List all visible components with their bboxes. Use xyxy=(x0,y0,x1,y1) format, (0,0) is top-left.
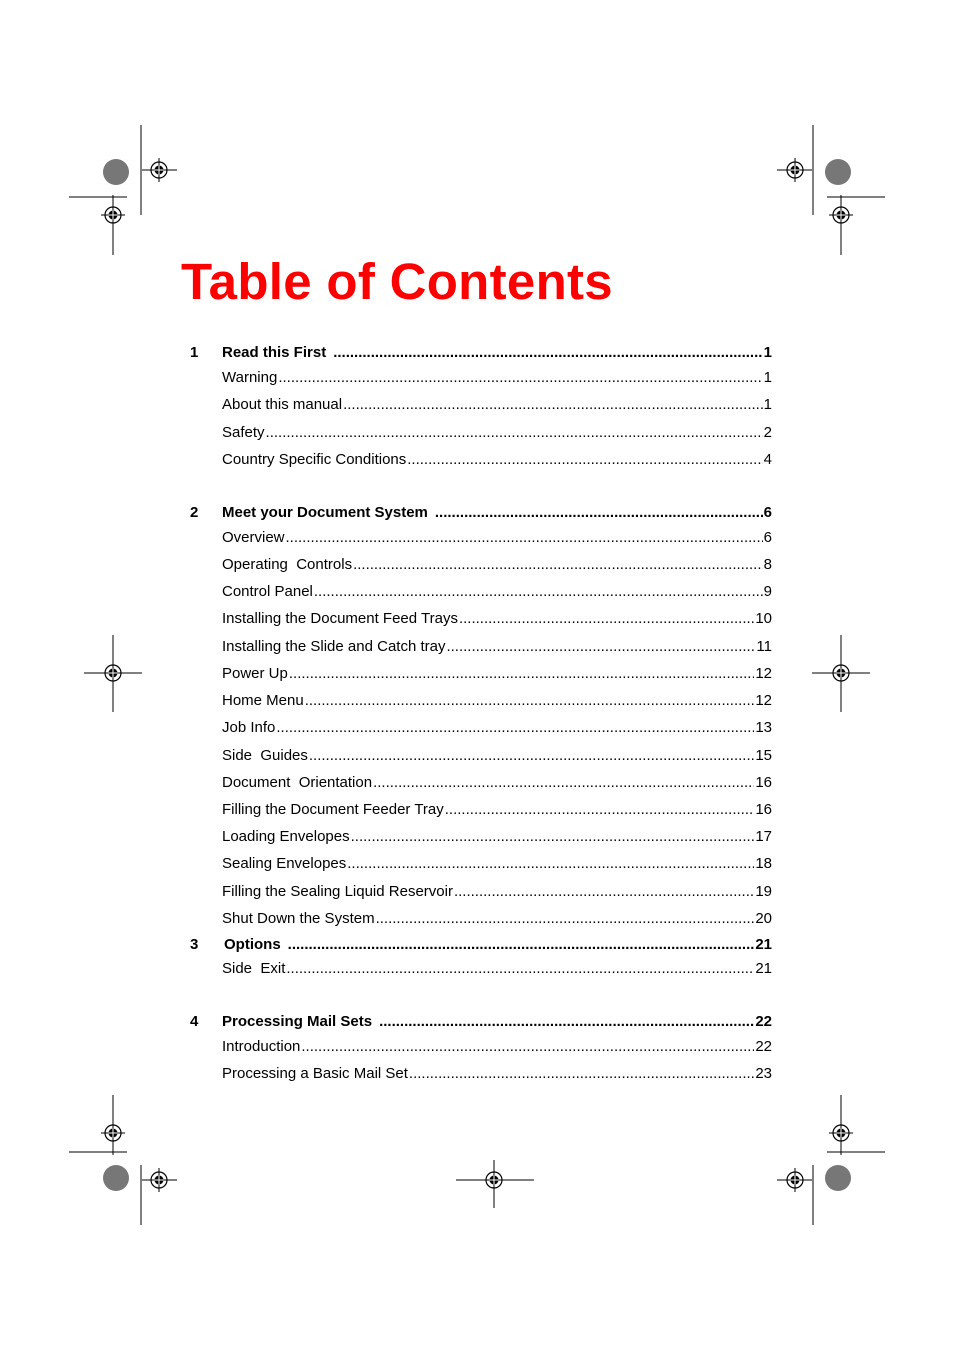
chapter-number: 3 xyxy=(190,936,199,953)
entry-title: Control Panel xyxy=(222,583,313,600)
crosshair-target-icon xyxy=(147,1168,171,1192)
crosshair-target-icon xyxy=(783,1168,807,1192)
gray-disc-icon xyxy=(103,1165,129,1191)
gray-disc-icon xyxy=(103,159,129,185)
entry-title: Filling the Sealing Liquid Reservoir xyxy=(222,883,453,900)
entry-title: Loading Envelopes xyxy=(222,828,350,845)
page-number: 17 xyxy=(755,828,772,845)
entry-title: Warning xyxy=(222,369,278,386)
entry-title: Document Orientation xyxy=(222,774,373,791)
crosshair-target-icon xyxy=(101,203,125,227)
crosshair-target-icon xyxy=(829,203,853,227)
entry-title: Installing the Slide and Catch tray xyxy=(222,638,446,655)
page-number: 22 xyxy=(755,1038,772,1055)
page-number: 18 xyxy=(755,855,772,872)
crosshair-target-icon xyxy=(101,1121,125,1145)
page-number: 1 xyxy=(763,344,772,361)
chapter-number: 4 xyxy=(190,1013,199,1030)
chapter-title: Options xyxy=(224,936,281,953)
crosshair-target-icon xyxy=(147,158,171,182)
entry-title: Overview xyxy=(222,529,285,546)
page-number: 21 xyxy=(755,936,772,953)
page-number: 21 xyxy=(755,960,772,977)
crosshair-target-icon xyxy=(783,158,807,182)
entry-title: Processing a Basic Mail Set xyxy=(222,1065,408,1082)
page-number: 10 xyxy=(755,610,772,627)
page-number: 12 xyxy=(755,692,772,709)
chapter-title: Meet your Document System xyxy=(222,504,428,521)
page-number: 20 xyxy=(755,910,772,927)
page-number: 12 xyxy=(755,665,772,682)
gray-disc-icon xyxy=(825,1165,851,1191)
page-number: 6 xyxy=(763,529,772,546)
page-number: 19 xyxy=(755,883,772,900)
crosshair-target-icon xyxy=(101,661,125,685)
crosshair-target-icon xyxy=(829,661,853,685)
entry-title: Power Up xyxy=(222,665,288,682)
page-number: 16 xyxy=(755,801,772,818)
page-number: 6 xyxy=(763,504,772,521)
entry-title: Installing the Document Feed Trays xyxy=(222,610,458,627)
crosshair-target-icon xyxy=(829,1121,853,1145)
gray-disc-icon xyxy=(825,159,851,185)
entry-title: Side Exit xyxy=(222,960,286,977)
entry-title: Country Specific Conditions xyxy=(222,451,407,468)
page-number: 16 xyxy=(755,774,772,791)
entry-title: Safety xyxy=(222,424,265,441)
page-number: 4 xyxy=(763,451,772,468)
chapter-number: 1 xyxy=(190,344,199,361)
entry-title: Job Info xyxy=(222,719,276,736)
page-number: 11 xyxy=(756,638,772,655)
page-number: 23 xyxy=(755,1065,772,1082)
entry-title: Operating Controls xyxy=(222,556,353,573)
entry-title: Side Guides xyxy=(222,747,308,764)
chapter-title: Processing Mail Sets xyxy=(222,1013,373,1030)
entry-title: About this manual xyxy=(222,396,343,413)
page-number: 15 xyxy=(755,747,772,764)
page-number: 1 xyxy=(763,369,772,386)
entry-title: Filling the Document Feeder Tray xyxy=(222,801,444,818)
crosshair-target-icon xyxy=(482,1168,506,1192)
page-number: 9 xyxy=(763,583,772,600)
chapter-title: Read this First xyxy=(222,344,327,361)
entry-title: Home Menu xyxy=(222,692,304,709)
entry-title: Introduction xyxy=(222,1038,301,1055)
page-title: Table of Contents xyxy=(181,253,613,310)
page-number: 1 xyxy=(763,396,772,413)
page-number: 13 xyxy=(755,719,772,736)
page-number: 22 xyxy=(755,1013,772,1030)
entry-title: Sealing Envelopes xyxy=(222,855,347,872)
chapter-number: 2 xyxy=(190,504,199,521)
entry-title: Shut Down the System xyxy=(222,910,375,927)
page-number: 2 xyxy=(763,424,772,441)
page-number: 8 xyxy=(763,556,772,573)
